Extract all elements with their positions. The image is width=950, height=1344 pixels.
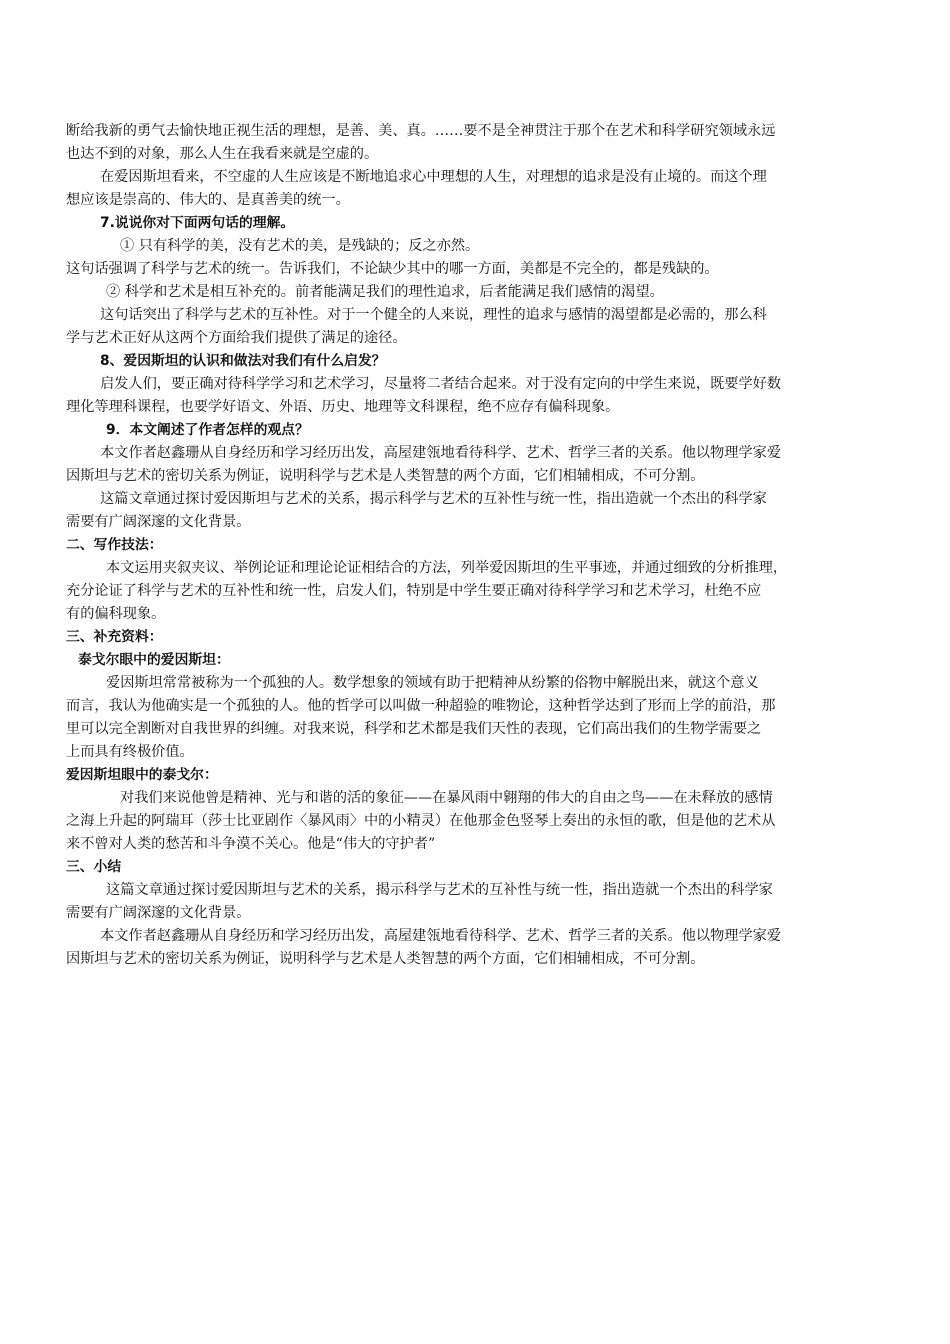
body-text-line: 因斯坦与艺术的密切关系为例证，说明科学与艺术是人类智慧的两个方面，它们相辅相成，不可分割。	[66, 951, 705, 967]
document-page	[66, 120, 886, 971]
paragraph-line: 本文作者赵鑫珊从自身经历和学习经历出发，高屋建瓴地看待科学、艺术、哲学三者的关系。他以物理学家爱	[100, 445, 782, 461]
paragraph-line: 这篇文章通过探讨爱因斯坦与艺术的关系，揭示科学与艺术的互补性与统一性，指出造就一个杰出的科学家	[106, 882, 773, 898]
question-heading-9: 9．本文阐述了作者怎样的观点？	[106, 422, 309, 438]
body-text-line: 理化等理科课程，也要学好语文、外语、历史、地理等文科课程，绝不应存有偏科现象。	[66, 399, 620, 415]
body-text-line: 之海上升起的阿瑞耳（莎士比亚剧作〈暴风雨〉中的小精灵）在他那金色竖琴上奏出的永恒的歌，但是他的艺术从	[66, 813, 776, 829]
body-text-line: 上而具有终极价值。	[66, 744, 194, 760]
body-text-line: 有的偏科现象。	[66, 606, 166, 622]
body-text-line: 想应该是崇高的、伟大的、是真善美的统一。	[66, 192, 350, 208]
body-text-line: 需要有广阔深邃的文化背景。	[66, 905, 251, 921]
body-text-line: 这句话强调了科学与艺术的统一。告诉我们，不论缺少其中的哪一方面，美都是不完全的，都是残缺的。	[66, 261, 719, 277]
question-heading-7: 7.说说你对下面两句话的理解。	[100, 215, 295, 231]
paragraph-line: 本文运用夹叙夹议、举例论证和理论论证相结合的方法，列举爱因斯坦的生平事迹，并通过细致的分析推理，	[106, 560, 788, 576]
body-text-line: 来不曾对人类的愁苦和斗争漠不关心。他是“伟大的守护者”	[66, 836, 436, 852]
paragraph-line: 爱因斯坦常常被称为一个孤独的人。数学想象的领域有助于把精神从纷繁的俗物中解脱出来，就这个意义	[106, 675, 759, 691]
quote-item-2: ② 科学和艺术是相互补充的。前者能满足我们的理性追求，后者能满足我们感情的渴望。	[106, 284, 664, 300]
section-heading-supplementary: 三、补充资料：	[66, 629, 163, 645]
paragraph-line: 启发人们，要正确对待科学学习和艺术学习，尽量将二者结合起来。对于没有定向的中学生来说，既要学好数	[100, 376, 782, 392]
body-text-line: 需要有广阔深邃的文化背景。	[66, 514, 251, 530]
body-text-line: 因斯坦与艺术的密切关系为例证，说明科学与艺术是人类智慧的两个方面，它们相辅相成，不可分割。	[66, 468, 705, 484]
body-text-line: 学与艺术正好从这两个方面给我们提供了满足的途径。	[66, 330, 407, 346]
subheading-einstein-on-tagore: 爱因斯坦眼中的泰戈尔：	[66, 767, 218, 783]
section-heading-summary: 三、小结	[66, 859, 122, 875]
body-text-line: 断给我新的勇气去愉快地正视生活的理想，是善、美、真。……要不是全神贯注于那个在艺术和科学研究领域永远	[66, 123, 776, 139]
body-text-line: 充分论证了科学与艺术的互补性和统一性，启发人们，特别是中学生要正确对待科学学习和艺术学习，杜绝不应	[66, 583, 762, 599]
body-text-line: 里可以完全割断对自我世界的纠缠。对我来说，科学和艺术都是我们天性的表现，它们高出我们的生物学需要之	[66, 721, 762, 737]
body-text-line: 也达不到的对象，那么人生在我看来就是空虚的。	[66, 146, 379, 162]
paragraph-line: 对我们来说他曾是精神、光与和谐的活的象征——在暴风雨中翱翔的伟大的自由之鸟——在未释放的感情	[120, 790, 773, 806]
section-heading-writing-technique: 二、写作技法：	[66, 537, 163, 553]
quote-item-1: ① 只有科学的美，没有艺术的美，是残缺的；反之亦然。	[120, 238, 480, 254]
question-heading-8: 8、爱因斯坦的认识和做法对我们有什么启发？	[100, 353, 386, 369]
paragraph-line: 在爱因斯坦看来，不空虚的人生应该是不断地追求心中理想的人生，对理想的追求是没有止境的。而这个理	[100, 169, 767, 185]
paragraph-line: 本文作者赵鑫珊从自身经历和学习经历出发，高屋建瓴地看待科学、艺术、哲学三者的关系。他以物理学家爱	[100, 928, 782, 944]
body-text-line: 而言，我认为他确实是一个孤独的人。他的哲学可以叫做一种超验的唯物论，这种哲学达到了形而上学的前沿，那	[66, 698, 776, 714]
subheading-tagore-on-einstein: 泰戈尔眼中的爱因斯坦：	[78, 652, 230, 668]
paragraph-line: 这篇文章通过探讨爱因斯坦与艺术的关系，揭示科学与艺术的互补性与统一性，指出造就一个杰出的科学家	[100, 491, 767, 507]
paragraph-line: 这句话突出了科学与艺术的互补性。对于一个健全的人来说，理性的追求与感情的渴望都是必需的，那么科	[100, 307, 767, 323]
